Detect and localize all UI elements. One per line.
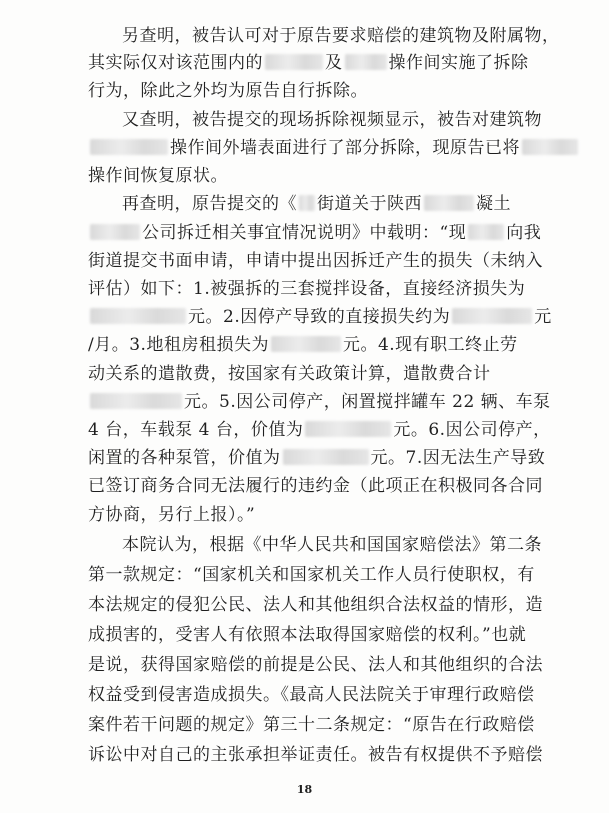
text-line: 元。5.因公司停产，闲置搅拌罐车 22 辆、车泵 xyxy=(88,392,551,412)
text-line: 公司拆迁相关事宜情况说明》中载明：“现 向我 xyxy=(88,223,541,243)
text-line: 权益受到侵害造成损失。《最高人民法院关于审理行政赔偿 xyxy=(88,685,535,705)
redaction xyxy=(90,139,168,155)
text-line: 闲置的各种泵管，价值为 元。7.因无法生产导致 xyxy=(88,448,546,468)
page-number: 18 xyxy=(296,783,313,796)
redaction xyxy=(424,195,474,211)
text-line: 是说，获得国家赔偿的前提是公民、法人和其他组织的合法 xyxy=(88,655,543,675)
redaction xyxy=(452,308,532,324)
text-line: 行为，除此之外均为原告自行拆除。 xyxy=(88,81,368,101)
text-line: 另查明，被告认可对于原告要求赔偿的建筑物及附属物， xyxy=(122,26,560,46)
redaction xyxy=(468,224,504,240)
redaction xyxy=(305,421,391,437)
text-line: 已签订商务合同无法履行的违约金（此项正在积极同各合同 xyxy=(88,476,543,496)
text-line: 再查明，原告提交的《 街道关于陕西 凝土 xyxy=(122,194,511,214)
redaction xyxy=(90,224,140,240)
text-line: 评估）如下：1.被强拆的三套搅拌设备，直接经济损失为 xyxy=(88,279,526,299)
redaction xyxy=(299,195,315,211)
text-line: 其实际仅对该范围内的 及 操作间实施了拆除 xyxy=(88,53,529,73)
redaction xyxy=(271,336,341,352)
redaction xyxy=(90,393,182,409)
text-line: 又查明，被告提交的现场拆除视频显示，被告对建筑物 xyxy=(122,110,542,130)
text-line: 操作间恢复原状。 xyxy=(88,166,228,186)
text-line: 动关系的遣散费，按国家有关政策计算，遣散费合计 xyxy=(88,364,491,384)
text-line: 本法规定的侵犯公民、法人和其他组织合法权益的情形，造 xyxy=(88,595,543,615)
text-line: /月。3.地租房租损失为 元。4.现有职工终止劳 xyxy=(88,335,518,355)
redaction xyxy=(345,54,387,70)
text-line: 方协商，另行上报）。” xyxy=(88,505,256,525)
text-line: 街道提交书面申请，申请中提出因拆迁产生的损失（未纳入 xyxy=(88,251,543,271)
redaction xyxy=(265,54,323,70)
text-line: 元。2.因停产导致的直接损失约为 元 xyxy=(88,307,552,327)
redaction xyxy=(522,139,578,155)
text-line: 成损害的，受害人有依照本法取得国家赔偿的权利。”也就 xyxy=(88,625,527,645)
text-line: 4 台，车载泵 4 台，价值为 元。6.因公司停产， xyxy=(88,420,551,440)
redaction xyxy=(90,308,186,324)
text-line: 操作间外墙表面进行了部分拆除，现原告已将 xyxy=(88,138,580,158)
text-line: 诉讼中对自己的主张承担举证责任。被告有权提供不予赔偿 xyxy=(88,745,543,765)
text-line: 案件若干问题的规定》第三十二条规定：“原告在行政赔偿 xyxy=(88,715,535,735)
text-line: 第一款规定：“国家机关和国家机关工作人员行使职权，有 xyxy=(88,565,535,585)
redaction xyxy=(283,449,369,465)
text-line: 本院认为，根据《中华人民共和国国家赔偿法》第二条 xyxy=(122,535,542,555)
